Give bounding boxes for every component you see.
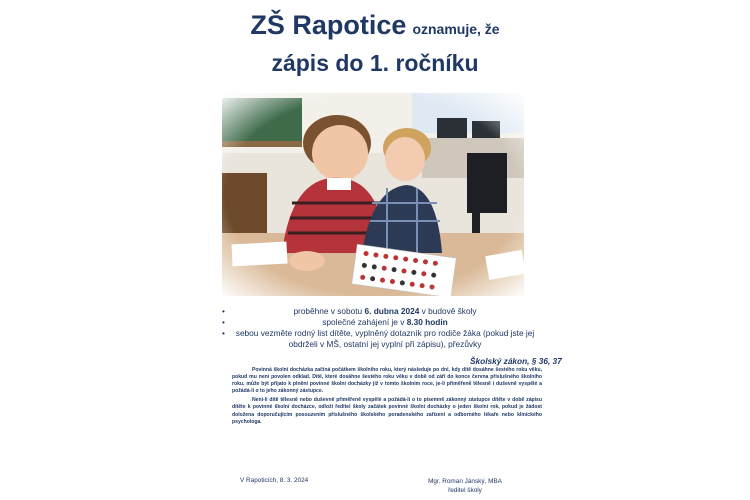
law-paragraph: Není-li dítě tělesně nebo duševně přiměřeně vyspělé a požádá-li o to písemně zákonný zástupce dítěte v době zápisu dítěte k povinné školní docházce, odloží ředitel školy začátek povinné školní docházky o jeden školní rok, pokud je žádost doložena doporučujícím posouzením příslušného školského poradenského zařízení a odborného lékaře nebo klinického psychologa. [232, 397, 542, 425]
info-bullets [222, 306, 540, 350]
place-date: V Rapoticích, 8. 3. 2024 [240, 477, 309, 484]
bullet-time: • společné zahájení je v 8.30 hodin [222, 317, 448, 327]
bullet-date: • proběhne v sobotu 6. dubna 2024 v budově školy [222, 306, 477, 316]
school-name: ZŠ Rapotice [250, 10, 407, 40]
enrollment-title: zápis do 1. ročníku [271, 50, 479, 76]
children-photo [222, 93, 524, 296]
signer-role: ředitel školy [448, 487, 482, 494]
bullet-documents: • sebou vezměte rodný list dítěte, vyplněný dotazník pro rodiče žáka (pokud jste jej obdrželi v MŠ, ostatní jej vyplní při zápisu), přezůvky [222, 328, 535, 349]
announces-text: oznamuje, že [412, 21, 500, 37]
signature-block [410, 477, 520, 495]
law-paragraph: Povinná školní docházka začíná počátkem školního roku, který následuje po dni, kdy dítě dosáhne šestého roku věku, pokud mu není povolen odklad. Dítě, které dosáhne šestého roku věku v době od září do konce června příslušného školního roku, může být přijato k plnění povinné školní docházky již v tomto školním roce, je-li přiměřeně tělesně i duševně vyspělé a požádá-li o to jeho zákonný zástupce. [232, 367, 542, 395]
law-text [232, 367, 542, 428]
title-line [0, 10, 750, 41]
signer-name: Mgr. Roman Jánský, MBA [428, 478, 502, 485]
law-title: Školský zákon, § 36, 37 [470, 356, 562, 366]
